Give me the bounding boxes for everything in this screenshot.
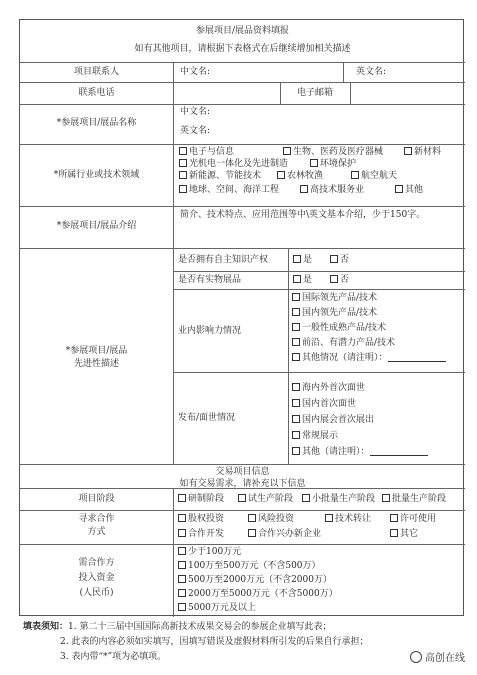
stage-option[interactable]: 小批量生产阶段 (302, 494, 375, 505)
physical-label: 是否有实物展品 (178, 275, 242, 285)
checkbox[interactable] (179, 185, 187, 193)
influence-option-other[interactable]: 其他情况（请注明）： (292, 353, 446, 364)
industry-option[interactable]: 农林牧渔 (277, 171, 323, 182)
intro-label: *参展项目/展品介绍 (56, 221, 137, 231)
release-label: 发布/面世情况 (178, 413, 236, 423)
industry-option[interactable]: 生物、医药及医疗器械 (283, 147, 383, 158)
funding-option[interactable]: 少于100万元 (178, 547, 241, 558)
checkbox[interactable] (179, 159, 187, 167)
checkbox[interactable] (179, 171, 187, 179)
project-cn-name-field[interactable]: 中文名: (180, 107, 211, 117)
stage-option[interactable]: 批量生产阶段 (382, 494, 446, 505)
checkbox[interactable] (178, 603, 186, 611)
funding-option[interactable]: 100万至500万元（不含500万） (178, 561, 321, 572)
funding-label-2: 投入资金 (78, 573, 115, 583)
checkbox[interactable] (248, 514, 256, 522)
intro-field[interactable]: 简介、技术特点、应用范围等中\英文基本介绍，少于150字。 (180, 210, 426, 220)
checkbox[interactable] (292, 308, 300, 316)
checkbox[interactable] (292, 447, 300, 455)
coop-option[interactable]: 许可使用 (390, 514, 436, 525)
checkbox[interactable] (178, 561, 186, 569)
checkbox[interactable] (178, 547, 186, 555)
coop-label: 寻求合作 (78, 514, 115, 524)
industry-option[interactable]: 光机电一体化及先进制造 (179, 159, 288, 170)
checkbox[interactable] (283, 147, 291, 155)
wechat-logo-icon (410, 651, 422, 663)
release-option[interactable]: 常规展示 (292, 431, 338, 442)
release-option[interactable]: 海内外首次面世 (292, 383, 365, 394)
project-en-name-field[interactable]: 英文名: (180, 126, 211, 136)
coop-option[interactable]: 股权投资 (178, 514, 224, 525)
funding-label: 需合作方 (78, 558, 115, 568)
funding-option[interactable]: 500万至2000万元（不含2000万） (178, 575, 332, 586)
coop-label-2: 方式 (87, 527, 106, 537)
ip-no-option[interactable]: 否 (330, 255, 349, 266)
checkbox[interactable] (178, 589, 186, 597)
checkbox[interactable] (292, 293, 300, 301)
physical-no-option[interactable]: 否 (330, 275, 349, 286)
industry-option[interactable]: 新材料 (404, 147, 441, 158)
checkbox[interactable] (404, 147, 412, 155)
checkbox[interactable] (292, 431, 300, 439)
note-item: 1. 第二十三届中国国际高新技术成果交易会的参展企业填写此表； (68, 622, 332, 632)
industry-option[interactable]: 新能源、节能技术 (179, 171, 261, 182)
checkbox[interactable] (293, 275, 301, 283)
form-subtitle: 如有其他项目，请根据下表格式在后继续增加相关描述 (134, 44, 351, 54)
checkbox[interactable] (292, 353, 300, 361)
industry-option[interactable]: 其他 (395, 185, 423, 196)
stage-option[interactable]: 研制阶段 (178, 494, 224, 505)
note-item: 3. 表内带“*”项为必填项。 (60, 652, 167, 662)
contact-label: 项目联系人 (73, 67, 119, 77)
project-name-label: *参展项目/展品名称 (56, 118, 137, 128)
checkbox[interactable] (178, 494, 186, 502)
checkbox[interactable] (178, 529, 186, 537)
form-title: 参展项目/展品资料填报 (195, 26, 290, 36)
funding-label-3: (人民币) (79, 588, 114, 598)
industry-option[interactable]: 高技术服务业 (300, 185, 364, 196)
advanced-label: *参展项目/展品 (65, 346, 128, 356)
checkbox[interactable] (292, 383, 300, 391)
checkbox[interactable] (325, 514, 333, 522)
industry-option[interactable]: 电子与信息 (179, 147, 234, 158)
contact-cn-name-field[interactable]: 中文名: (180, 67, 211, 77)
ip-yes-option[interactable]: 是 (293, 255, 312, 266)
checkbox[interactable] (292, 323, 300, 331)
influence-option[interactable]: 国际领先产品/技术 (292, 293, 377, 304)
checkbox[interactable] (248, 529, 256, 537)
stage-option[interactable]: 试生产阶段 (238, 494, 293, 505)
email-label: 电子邮箱 (296, 88, 333, 98)
coop-option[interactable]: 其它 (390, 529, 418, 540)
influence-label: 业内影响力情况 (178, 326, 242, 336)
checkbox[interactable] (277, 171, 285, 179)
contact-en-name-field[interactable]: 英文名: (356, 67, 387, 77)
notes-heading: 填表须知： (23, 622, 69, 632)
checkbox[interactable] (390, 514, 398, 522)
release-option-other[interactable]: 其他（请注明）： (292, 447, 428, 458)
checkbox[interactable] (292, 399, 300, 407)
checkbox[interactable] (292, 338, 300, 346)
influence-option[interactable]: 国内领先产品/技术 (292, 308, 377, 319)
coop-option[interactable]: 合作兴办新企业 (248, 529, 321, 540)
funding-option[interactable]: 5000万元及以上 (178, 603, 256, 614)
industry-option[interactable]: 地球、空间、海洋工程 (179, 185, 279, 196)
advanced-label-2: 先进性描述 (73, 359, 119, 369)
checkbox[interactable] (238, 494, 246, 502)
checkbox[interactable] (178, 514, 186, 522)
form-table (19, 19, 464, 616)
watermark: 高创在线 (410, 649, 465, 664)
stage-label: 项目阶段 (78, 494, 115, 504)
checkbox[interactable] (382, 494, 390, 502)
checkbox[interactable] (310, 159, 318, 167)
checkbox[interactable] (302, 494, 310, 502)
influence-option[interactable]: 一般性成熟产品/技术 (292, 323, 386, 334)
checkbox[interactable] (351, 171, 359, 179)
influence-option[interactable]: 前沿、有潜力产品/技术 (292, 338, 395, 349)
checkbox[interactable] (390, 529, 398, 537)
checkbox[interactable] (292, 415, 300, 423)
trade-subtitle: 如有交易需求，请补充以下信息 (179, 479, 306, 489)
checkbox[interactable] (293, 255, 301, 263)
checkbox[interactable] (178, 575, 186, 583)
checkbox[interactable] (395, 185, 403, 193)
checkbox[interactable] (179, 147, 187, 155)
checkbox[interactable] (300, 185, 308, 193)
trade-title: 交易项目信息 (215, 467, 270, 477)
industry-option[interactable]: 环境保护 (310, 159, 356, 170)
other-input-line[interactable] (388, 353, 446, 362)
checkbox[interactable] (330, 275, 338, 283)
funding-option[interactable]: 2000万至5000万元（不含5000万） (178, 589, 338, 600)
checkbox[interactable] (330, 255, 338, 263)
notes-line-1 (23, 622, 331, 633)
coop-option[interactable]: 合作开发 (178, 529, 224, 540)
release-option[interactable]: 国内首次面世 (292, 399, 356, 410)
other-input-line[interactable] (370, 447, 428, 456)
physical-yes-option[interactable]: 是 (293, 275, 312, 286)
phone-label: 联系电话 (78, 88, 115, 98)
coop-option[interactable]: 技术转让 (325, 514, 371, 525)
industry-label: *所属行业或技术领域 (53, 170, 140, 180)
industry-option[interactable]: 航空航天 (351, 171, 397, 182)
coop-option[interactable]: 风险投资 (248, 514, 294, 525)
note-item: 2. 此表的内容必须如实填写，因填写错误及虚假材料所引发的后果自行承担； (60, 637, 369, 647)
ip-label: 是否拥有自主知识产权 (178, 255, 269, 265)
release-option[interactable]: 国内展会首次展出 (292, 415, 374, 426)
